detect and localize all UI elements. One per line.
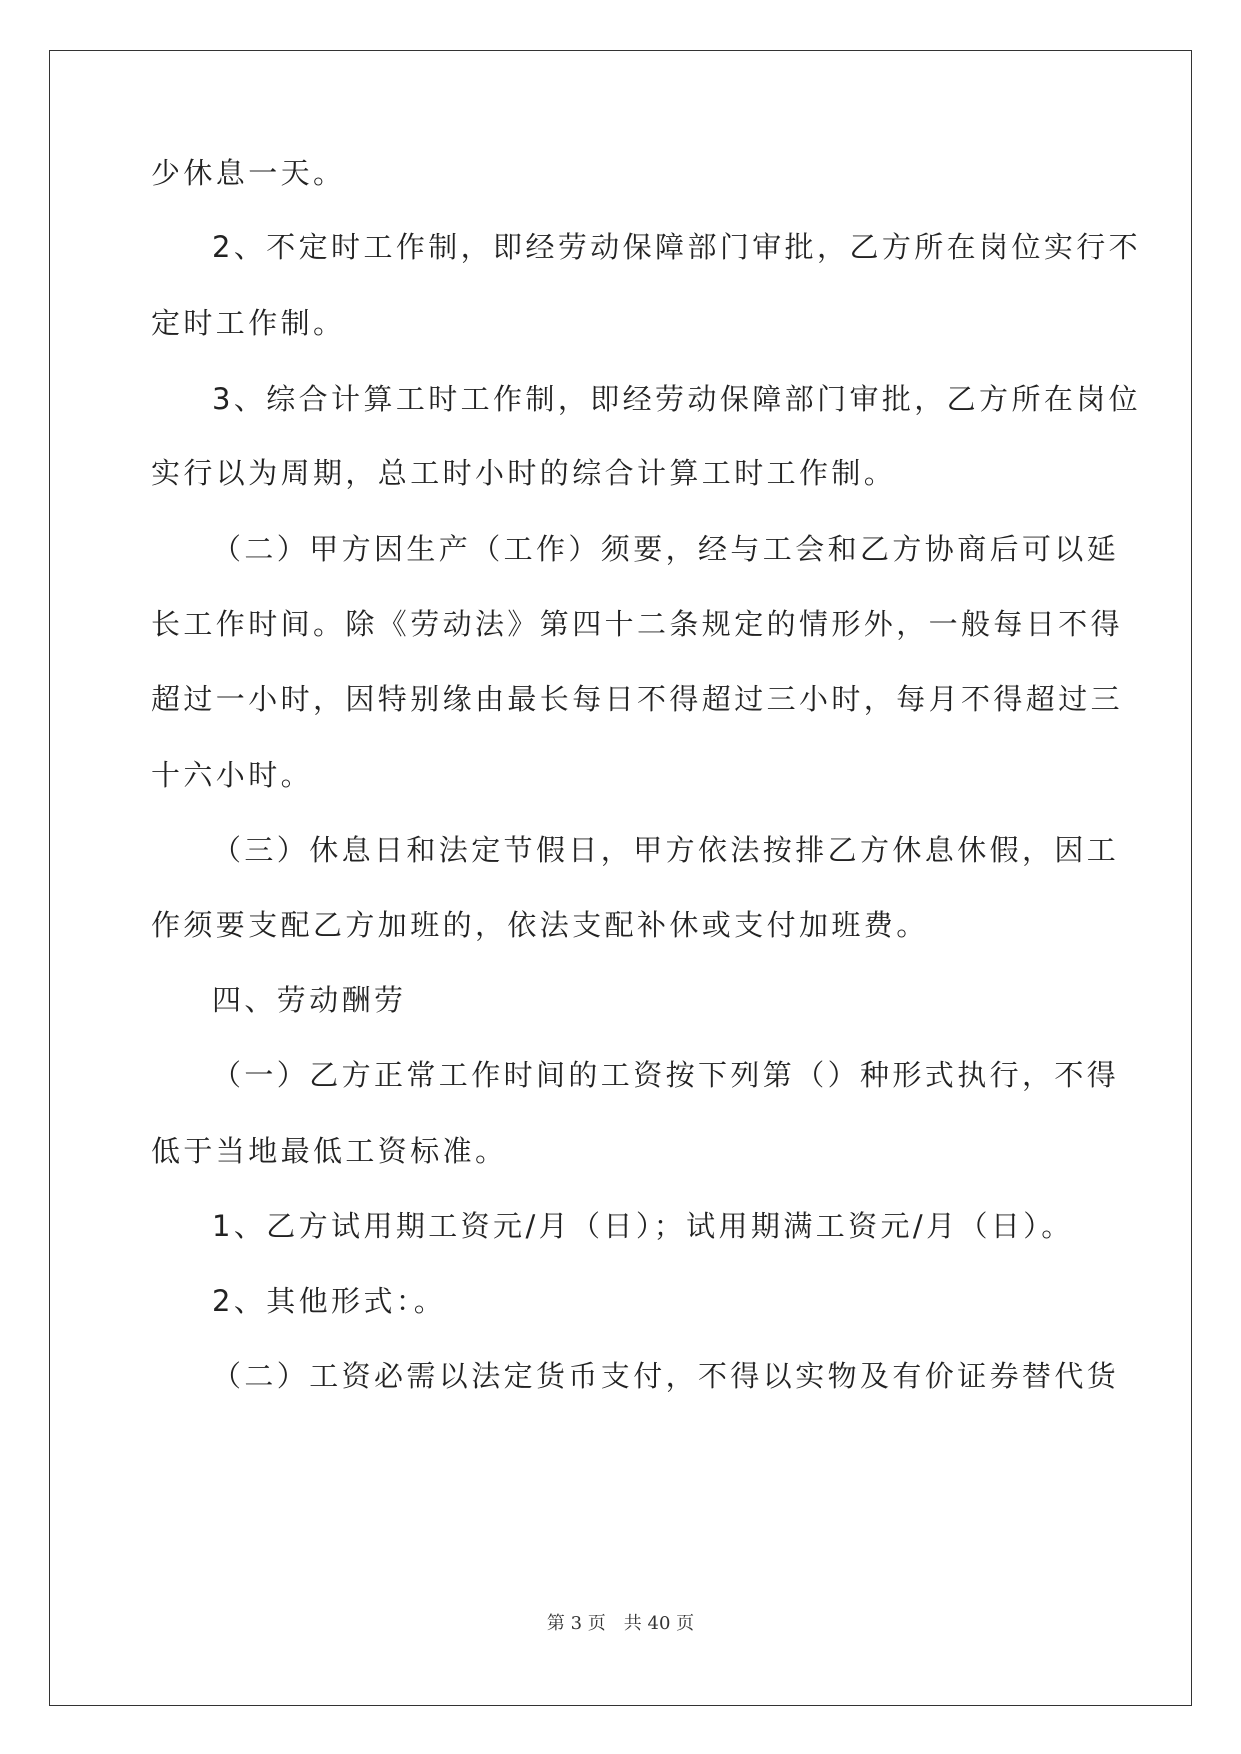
text-line: 定时工作制。: [151, 306, 346, 340]
page-footer: [0, 1609, 1241, 1635]
text-line: （二）甲方因生产（工作）须要，经与工会和乙方协商后可以延: [212, 532, 1120, 566]
text-line: 少休息一天。: [151, 156, 346, 190]
text-line: 长工作时间。除《劳动法》第四十二条规定的情形外，一般每日不得: [151, 607, 1124, 641]
text-line: 低于当地最低工资标准。: [151, 1134, 508, 1168]
text-line: 作须要支配乙方加班的，依法支配补休或支付加班费。: [151, 908, 929, 942]
text-line: 实行以为周期，总工时小时的综合计算工时工作制。: [151, 456, 897, 490]
text-line: 3、综合计算工时工作制，即经劳动保障部门审批，乙方所在岗位: [212, 382, 1142, 416]
text-line: 超过一小时，因特别缘由最长每日不得超过三小时，每月不得超过三: [151, 682, 1124, 716]
text-line: 2、不定时工作制，即经劳动保障部门审批，乙方所在岗位实行不: [212, 230, 1142, 264]
text-line: 2、其他形式：。: [212, 1284, 447, 1318]
text-line: 十六小时。: [151, 758, 314, 792]
page-number-label: 第 3 页 共 40 页: [546, 1613, 695, 1634]
page-border: [49, 50, 1192, 1706]
text-line: 1、乙方试用期工资元/月（日）；试用期满工资元/月（日）。: [212, 1209, 1074, 1243]
section-heading: 四、劳动酬劳: [212, 983, 407, 1017]
text-line: （二）工资必需以法定货币支付，不得以实物及有价证券替代货: [212, 1359, 1120, 1393]
text-line: （一）乙方正常工作时间的工资按下列第（）种形式执行，不得: [212, 1058, 1120, 1092]
text-line: （三）休息日和法定节假日，甲方依法按排乙方休息休假，因工: [212, 833, 1120, 867]
